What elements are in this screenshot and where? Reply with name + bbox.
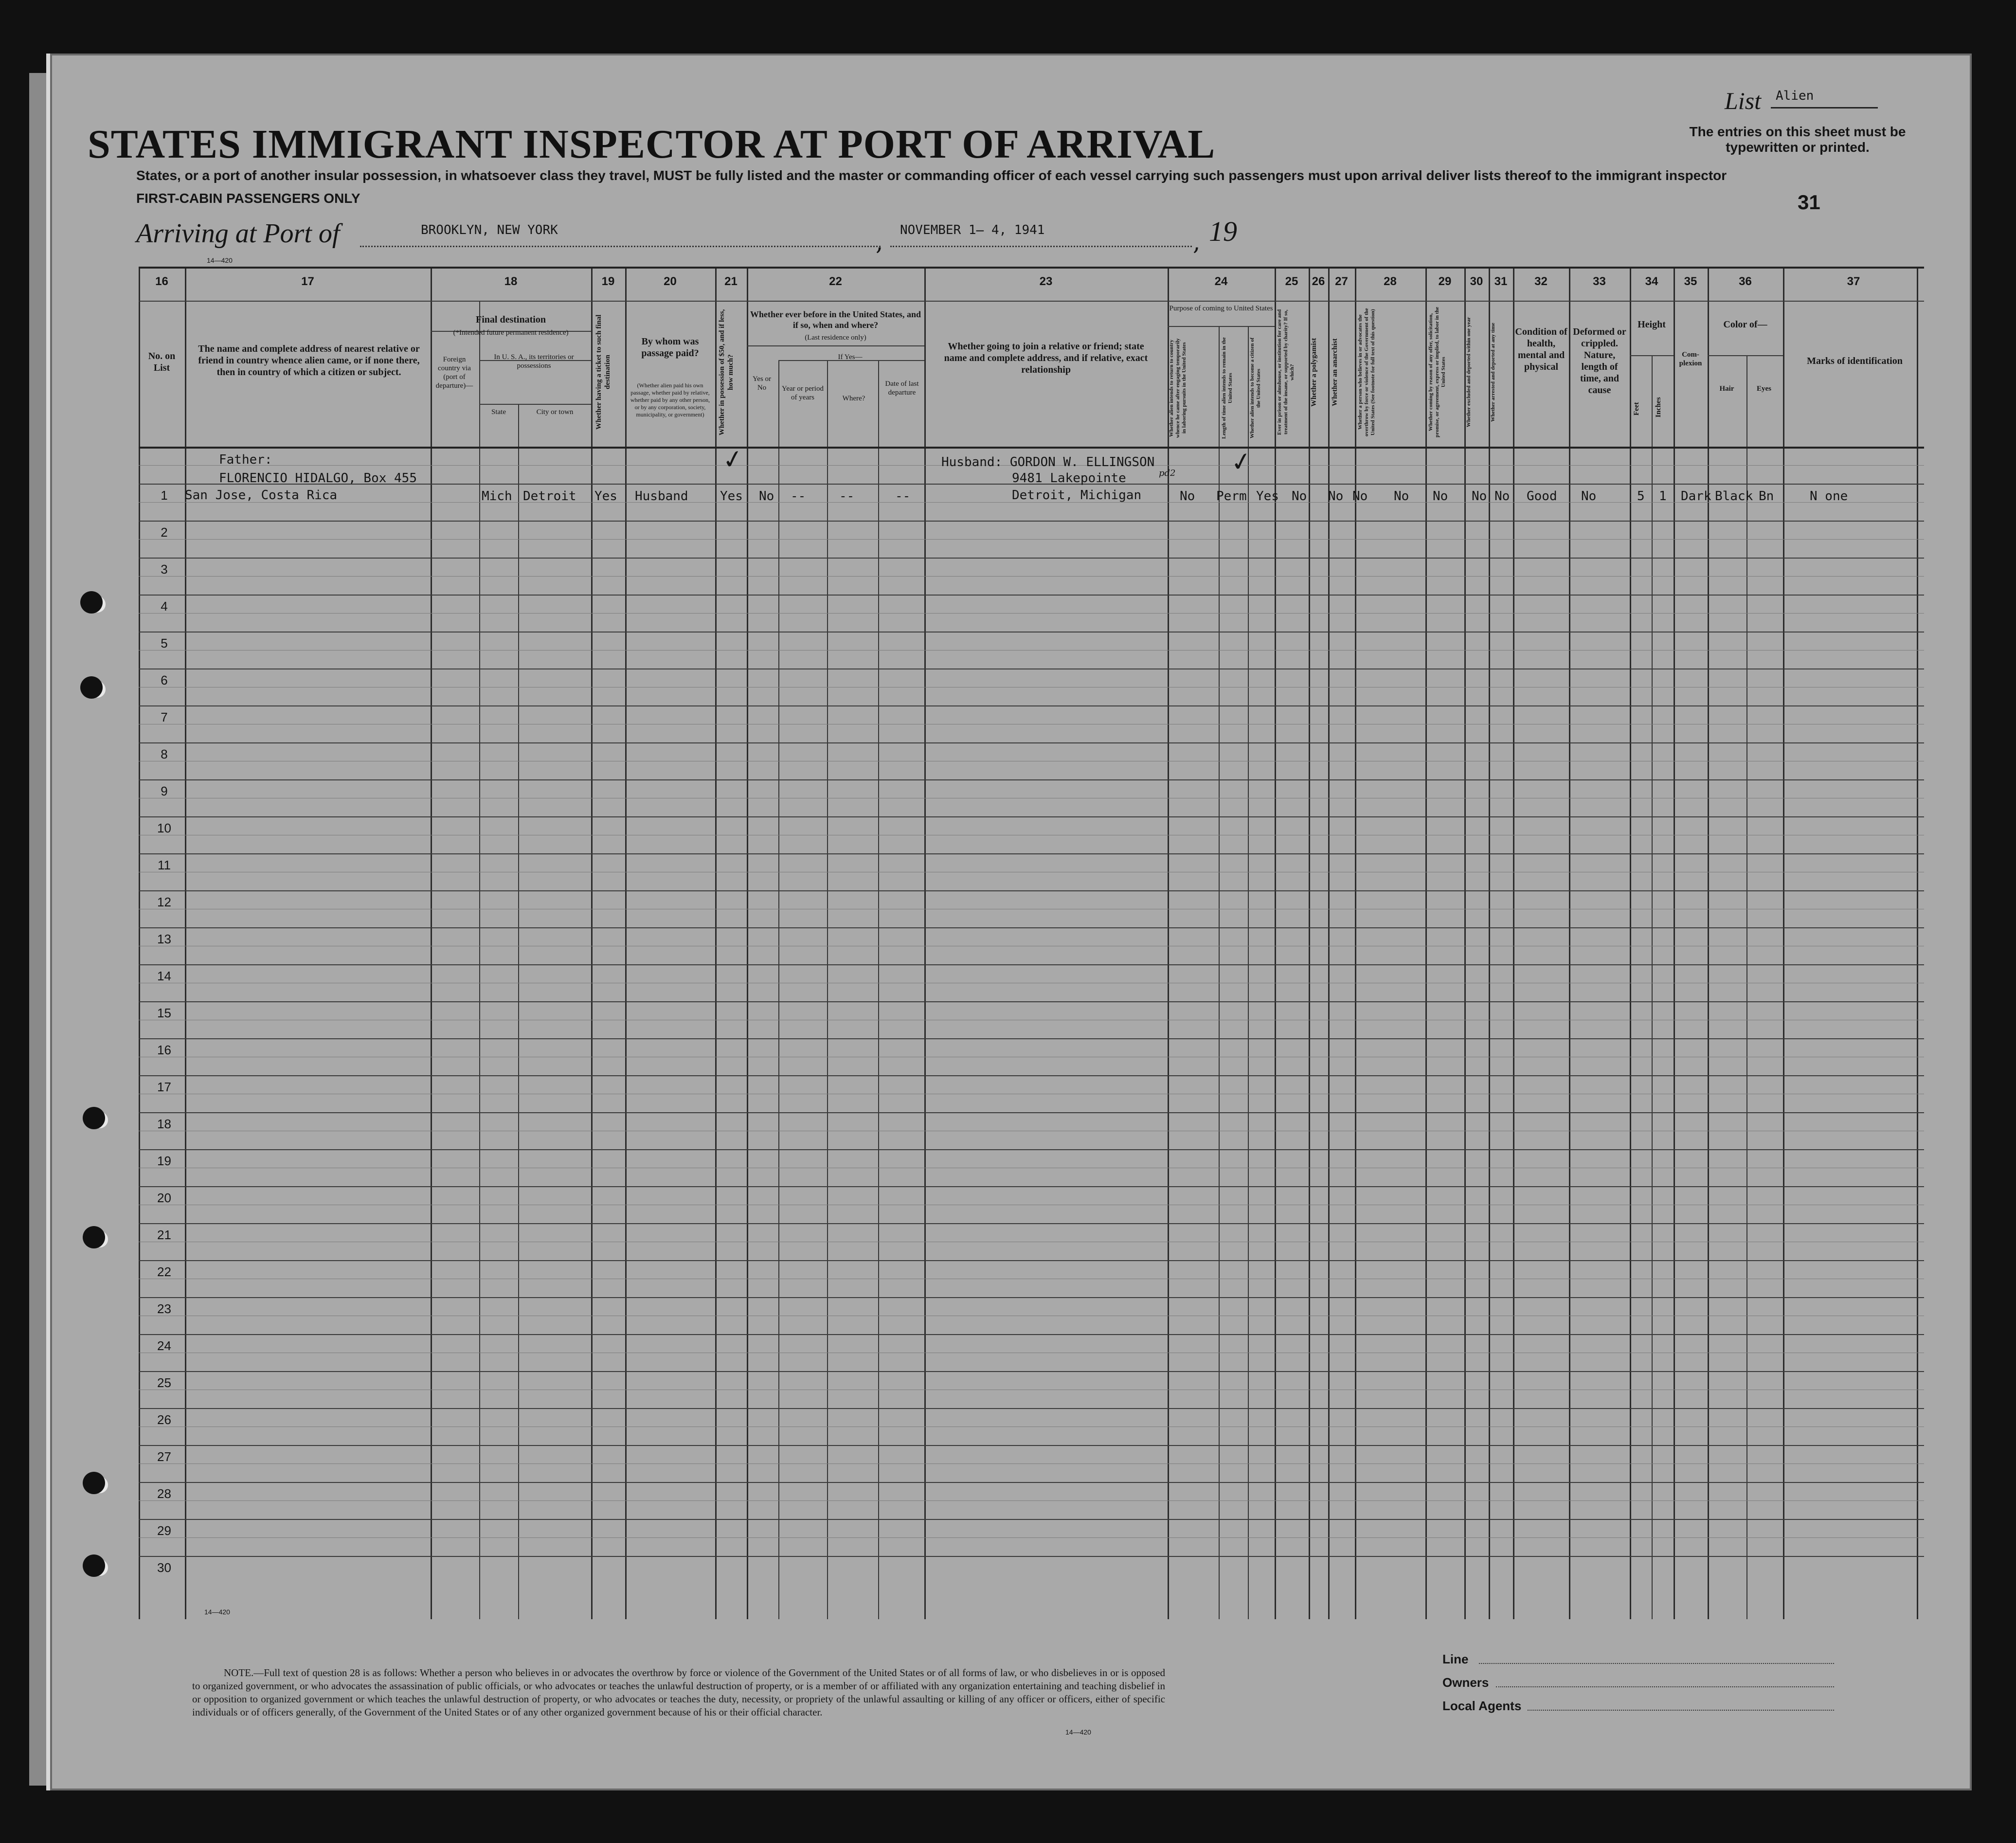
grid-column-line xyxy=(1569,267,1570,1619)
col-num-19: 19 xyxy=(601,275,615,288)
row-number: 12 xyxy=(157,895,171,909)
agents-label: Local Agents xyxy=(1442,1698,1522,1713)
grid-header-rule xyxy=(139,267,1924,269)
grid-column-line xyxy=(1630,267,1631,1619)
grid-row-rule xyxy=(139,1297,1924,1298)
row-number: 10 xyxy=(157,821,171,835)
hdr-health: Condition of health, mental and physical xyxy=(1515,326,1567,372)
col-num-29: 29 xyxy=(1438,275,1452,288)
col-num-33: 33 xyxy=(1593,275,1606,288)
grid-row-rule xyxy=(139,853,1924,854)
row-number: 28 xyxy=(157,1486,171,1501)
hdr-no-on-list: No. on List xyxy=(148,351,176,373)
grid-subcolumn-line xyxy=(479,302,480,1619)
entry-polygamist: No xyxy=(1328,489,1344,504)
entry-hair: Black xyxy=(1715,489,1753,504)
grid-column-line xyxy=(1917,267,1918,1619)
hdr-marks: Marks of identification xyxy=(1807,356,1903,366)
col-num-34: 34 xyxy=(1645,275,1658,288)
entry-departure: -- xyxy=(895,489,911,504)
grid-row-rule xyxy=(139,1149,1924,1150)
col-num-32: 32 xyxy=(1534,275,1548,288)
grid-column-line xyxy=(591,267,593,1619)
separator: , xyxy=(1193,229,1201,256)
grid-row-rule xyxy=(139,1482,1924,1483)
entry-join-line2: 9481 Lakepointe xyxy=(1012,471,1126,486)
entry-relative-line2: FLORENCIO HIDALGO, Box 455 xyxy=(219,471,417,486)
hdr-city: City or town xyxy=(536,408,574,416)
hdr-yes-or-no: Yes or No xyxy=(752,375,772,392)
hdr-final-destination-sub: (*Intended future permanent residence) xyxy=(453,329,569,337)
grid-row-rule xyxy=(139,521,1924,522)
owners-label: Owners xyxy=(1442,1675,1489,1690)
col-num-22: 22 xyxy=(829,275,842,288)
binder-hole xyxy=(83,1226,105,1248)
grid-header-rule xyxy=(139,301,1924,302)
hdr-join-relative: Whether going to join a relative or friend; state name and complete address, and if relative, exact relationship xyxy=(944,341,1148,375)
grid-row-rule xyxy=(139,1371,1924,1372)
grid-row-rule xyxy=(139,595,1924,596)
col-num-30: 30 xyxy=(1470,275,1483,288)
hdr-arrested: Whether arrested and deported at any time xyxy=(1490,323,1496,422)
hdr-prison: Ever in prison or almshouse, or institution for care and treatment of the insane, or supported by charity? If so, which? xyxy=(1277,309,1295,435)
row-number: 24 xyxy=(157,1338,171,1353)
hdr-nearest-relative: The name and complete address of nearest relative or friend in country whence alien came, or if none there, then in country of which a citizen or subject. xyxy=(198,343,420,378)
grid-row-rule xyxy=(139,1556,1924,1557)
hdr-height: Height xyxy=(1638,319,1666,330)
grid-row-rule xyxy=(139,1038,1924,1039)
hdr-inches: Inches xyxy=(1655,397,1662,418)
grid-row-rule xyxy=(139,1445,1924,1446)
row-number: 15 xyxy=(157,1006,171,1020)
row-number: 27 xyxy=(157,1449,171,1464)
page-edge xyxy=(29,73,49,1786)
col-num-24: 24 xyxy=(1214,275,1228,288)
col-num-28: 28 xyxy=(1384,275,1397,288)
hdr-eyes: Eyes xyxy=(1757,385,1771,393)
hdr-purpose-return: Whether alien intends to return to country whence he came after engaging temporarily in laboring pursuits in the United States xyxy=(1169,338,1187,438)
sheet-number: 31 xyxy=(1798,191,1820,214)
row-number: 25 xyxy=(157,1375,171,1390)
hdr-deformed: Deformed or crippled. Nature, length of time, and cause xyxy=(1573,326,1626,396)
hdr-anarchist: Whether an anarchist xyxy=(1331,338,1339,406)
row-number: 14 xyxy=(157,969,171,983)
grid-row-rule xyxy=(139,1075,1924,1076)
row-number: 5 xyxy=(161,636,168,650)
list-value: Alien xyxy=(1776,89,1814,103)
hdr-become-citizen: Whether alien intends to become a citizen of the United States xyxy=(1249,337,1261,439)
grid-subcolumn-line xyxy=(1746,355,1747,1619)
binder-hole xyxy=(80,591,103,614)
hdr-before-in-us: Whether ever before in the United States, and if so, when and where? xyxy=(750,309,921,330)
grid-column-line xyxy=(715,267,717,1619)
col-num-25: 25 xyxy=(1285,275,1298,288)
col-num-17: 17 xyxy=(301,275,314,288)
list-label: List xyxy=(1725,87,1762,114)
col-num-35: 35 xyxy=(1684,275,1697,288)
list-underline xyxy=(1771,107,1878,108)
grid-column-line xyxy=(1328,267,1330,1619)
grid-row-rule xyxy=(139,1223,1924,1224)
entry-feet: 5 xyxy=(1637,489,1645,504)
grid-row-midline xyxy=(139,613,1924,614)
entry-city: Detroit xyxy=(523,489,576,504)
col-num-18: 18 xyxy=(504,275,518,288)
date-value: NOVEMBER 1̶ 4, 1941 xyxy=(900,223,1045,237)
owners-field xyxy=(1496,1686,1834,1687)
hdr-passage-paid: By whom was passage paid? xyxy=(641,336,699,359)
row-number: 9 xyxy=(161,784,168,798)
row-number: 13 xyxy=(157,932,171,946)
entry-prison: No xyxy=(1292,489,1307,504)
entry-period: -- xyxy=(791,489,806,504)
col-num-16: 16 xyxy=(155,275,168,288)
entry-inches: 1 xyxy=(1659,489,1667,504)
grid-subcolumn-line xyxy=(1248,326,1249,1619)
row-number: 26 xyxy=(157,1412,171,1427)
grid-row-midline xyxy=(139,1537,1924,1538)
row-number: 8 xyxy=(161,747,168,761)
grid-subcolumn-line xyxy=(827,360,828,1619)
entry-marks: N one xyxy=(1810,489,1848,504)
row-number: 3 xyxy=(161,562,168,577)
col-num-26: 26 xyxy=(1312,275,1325,288)
entry-purpose-return: No xyxy=(1180,489,1195,504)
entry-overthrow: No xyxy=(1394,489,1409,504)
grid-row-rule xyxy=(139,927,1924,928)
row-number: 17 xyxy=(157,1080,171,1094)
grid-row-rule xyxy=(139,964,1924,965)
grid-row-rule xyxy=(139,1112,1924,1113)
entry-arrested: No xyxy=(1494,489,1510,504)
col-num-21: 21 xyxy=(724,275,738,288)
grid-subcolumn-line xyxy=(1652,355,1653,1619)
grid-subheader-rule xyxy=(1708,355,1783,356)
row-number: 16 xyxy=(157,1043,171,1057)
port-value: BROOKLYN, NEW YORK xyxy=(421,223,558,237)
binder-hole xyxy=(83,1472,105,1494)
hdr-overthrow: Whether a person who believes in or advocates the overthrow by force or violence of the Government of the United States (See footnote for full text of this question) xyxy=(1357,308,1376,436)
grid-row-rule xyxy=(139,1001,1924,1002)
entry-excluded: No xyxy=(1472,489,1487,504)
hdr-before-sub: (Last residence only) xyxy=(805,334,866,342)
hdr-period: Year or period of years xyxy=(782,385,824,401)
entry-deformed: No xyxy=(1581,489,1597,504)
row-number: 22 xyxy=(157,1265,171,1279)
grid-subheader-rule xyxy=(1630,355,1674,356)
hdr-color-of: Color of— xyxy=(1723,319,1767,330)
grid-row-rule xyxy=(139,742,1924,743)
grid-column-line xyxy=(1425,267,1427,1619)
row-number: 1 xyxy=(161,488,168,503)
check-mark-icon: ✓ xyxy=(720,443,746,476)
entry-join-line3: Detroit, Michigan xyxy=(1012,488,1142,503)
col-num-20: 20 xyxy=(664,275,677,288)
form-number-bottom: 14—420 xyxy=(204,1608,230,1616)
grid-header-rule xyxy=(139,447,1924,449)
hdr-state: State xyxy=(491,408,506,416)
col-num-36: 36 xyxy=(1739,275,1752,288)
grid-subcolumn-line xyxy=(518,404,519,1619)
entry-fifty: Yes xyxy=(720,489,743,504)
grid-row-midline xyxy=(139,576,1924,577)
class-line: FIRST-CABIN PASSENGERS ONLY xyxy=(136,191,360,206)
binder-hole xyxy=(83,1554,105,1577)
grid-column-line xyxy=(1783,267,1784,1619)
row-number: 19 xyxy=(157,1154,171,1168)
manifest-grid xyxy=(139,267,1924,1619)
entry-state: Mich xyxy=(482,489,512,504)
form-title: STATES IMMIGRANT INSPECTOR AT PORT OF ARRIVAL xyxy=(88,122,1216,167)
grid-row-rule xyxy=(139,705,1924,706)
row-number: 4 xyxy=(161,599,168,614)
grid-column-line xyxy=(747,267,748,1619)
entry-relative-line1: Father: xyxy=(219,452,272,467)
entry-relative-line3: San Jose, Costa Rica xyxy=(185,488,338,503)
form-number: 14—420 xyxy=(207,256,233,264)
grid-column-line xyxy=(1464,267,1466,1619)
grid-column-line xyxy=(1355,267,1356,1619)
agents-field xyxy=(1528,1710,1834,1711)
grid-column-line xyxy=(625,267,627,1619)
hdr-purpose: Purpose of coming to United States xyxy=(1169,305,1273,312)
arriving-label: Arriving at Port of xyxy=(136,218,340,249)
year-prefix: 19 xyxy=(1209,216,1237,247)
grid-subcolumn-line xyxy=(1219,326,1220,1619)
hdr-in-usa: In U. S. A., its territories or possessions xyxy=(494,353,574,370)
form-number-footer: 14—420 xyxy=(1065,1728,1091,1736)
hdr-polygamist: Whether a polygamist xyxy=(1310,338,1318,407)
grid-subheader-rule xyxy=(1168,326,1275,327)
check-mark-icon: ✓ xyxy=(1228,446,1255,479)
grid-subheader-rule xyxy=(479,404,591,405)
col-num-31: 31 xyxy=(1494,275,1508,288)
hdr-excluded: Whether excluded and deported within one year xyxy=(1466,317,1472,428)
grid-column-line xyxy=(1708,267,1709,1619)
hdr-where: Where? xyxy=(842,395,865,402)
entry-health: Good xyxy=(1527,489,1557,504)
col-num-23: 23 xyxy=(1039,275,1053,288)
hdr-if-yes: If Yes— xyxy=(838,353,863,361)
footnote-question-28: NOTE.—Full text of question 28 is as follows: Whether a person who believes in or advocates the overthrow by force or violence of the Government of the United States or of all forms of law, or who disbelieves in or is opposed to organized government, or who advocates the assassination of public officials, or who advocates or teaches the unlawful destruction of property, or is a member of or affiliated with any organization entertaining and teaching disbelief in or opposition to organized government or which teaches the unlawful destruction of property, or who advocates or teaches the duty, necessity, or propriety of the unlawful assaulting or killing of any officer or officers, either of specific individuals or of officers generally, of the Government of the United States or of any other organized government because of his or their official character. xyxy=(192,1667,1165,1718)
entry-where: -- xyxy=(839,489,855,504)
grid-column-line xyxy=(924,267,926,1619)
hdr-hair: Hair xyxy=(1719,385,1734,393)
hdr-length-of-time: Length of time alien intends to remain in the United States xyxy=(1221,337,1233,439)
row-number: 7 xyxy=(161,710,168,724)
row-number: 21 xyxy=(157,1228,171,1242)
date-line xyxy=(890,246,1192,247)
grid-column-line xyxy=(1275,267,1276,1619)
hdr-fifty-dollars: Whether in possession of $50, and if less, how much? xyxy=(718,309,735,435)
instruction-text: States, or a port of another insular possession, in whatsoever class they travel, MUST be fully listed and the master or commanding officer of each vessel carrying such passengers must upon arrival deliver lists thereof to the immigrant inspector xyxy=(136,168,1727,183)
hdr-passage-paid-sub: (Whether alien paid his own passage, whether paid by relative, whether paid by any other person, or by any corporation, society, municipality, or government) xyxy=(630,382,710,418)
hdr-labor-offer: Whether coming by reason of any offer, solicitation, promise, or agreement, express or implied, to labor in the United States xyxy=(1428,307,1446,438)
grid-row-rule xyxy=(139,1186,1924,1187)
entry-paid-by: Husband xyxy=(635,489,688,504)
entry-join-line1: Husband: GORDON W. ELLINGSON xyxy=(941,455,1155,470)
separator: , xyxy=(876,229,883,256)
binder-hole xyxy=(83,1107,105,1129)
entry-pencil-note: pd2 xyxy=(1159,468,1176,478)
grid-row-midline xyxy=(139,539,1924,540)
binder-hole xyxy=(80,676,103,699)
line-field xyxy=(1479,1663,1834,1664)
entry-anarchist: No xyxy=(1352,489,1368,504)
port-line xyxy=(360,246,881,247)
entry-eyes: Bn xyxy=(1759,489,1774,504)
hdr-final-destination: Final destination xyxy=(476,314,546,325)
entry-before: No xyxy=(759,489,774,504)
grid-row-rule xyxy=(139,558,1924,559)
grid-row-rule xyxy=(139,816,1924,817)
grid-column-line xyxy=(1513,267,1514,1619)
row-number: 2 xyxy=(161,525,168,540)
grid-column-line xyxy=(139,267,140,1619)
col-num-27: 27 xyxy=(1335,275,1348,288)
grid-subcolumn-line xyxy=(878,360,879,1619)
row-number: 30 xyxy=(157,1560,171,1575)
line-label: Line xyxy=(1442,1652,1469,1666)
grid-subcolumn-line xyxy=(778,360,779,1619)
grid-column-line xyxy=(431,267,432,1619)
row-number: 18 xyxy=(157,1117,171,1131)
entry-citizen: Yes xyxy=(1256,489,1279,504)
row-number: 20 xyxy=(157,1191,171,1205)
hdr-feet: Feet xyxy=(1633,402,1640,416)
hdr-foreign-country: Foreign country via (port of departure)— xyxy=(435,356,473,390)
grid-row-rule xyxy=(139,1334,1924,1335)
grid-row-rule xyxy=(139,1519,1924,1520)
row-number: 6 xyxy=(161,673,168,687)
grid-row-rule xyxy=(139,1408,1924,1409)
grid-column-line xyxy=(1489,267,1490,1619)
entries-note: The entries on this sheet must be typewritten or printed. xyxy=(1689,124,1906,155)
grid-row-rule xyxy=(139,779,1924,780)
entry-length: Perm xyxy=(1216,489,1247,504)
grid-column-line xyxy=(1309,267,1310,1619)
grid-column-line xyxy=(1674,267,1675,1619)
row-number: 11 xyxy=(158,858,171,872)
grid-subheader-rule xyxy=(747,345,924,346)
hdr-complexion: Com-plexion xyxy=(1679,351,1702,367)
hdr-departure: Date of last departure xyxy=(885,380,919,397)
row-number: 29 xyxy=(157,1523,171,1538)
grid-row-rule xyxy=(139,1260,1924,1261)
entry-ticket: Yes xyxy=(594,489,617,504)
hdr-ticket: Whether having a ticket to such final destination xyxy=(595,314,612,430)
entry-complexion: Dark xyxy=(1681,489,1711,504)
entry-labor: No xyxy=(1433,489,1448,504)
col-num-37: 37 xyxy=(1847,275,1860,288)
grid-row-midline xyxy=(139,1500,1924,1501)
row-number: 23 xyxy=(157,1301,171,1316)
grid-row-rule xyxy=(139,890,1924,891)
